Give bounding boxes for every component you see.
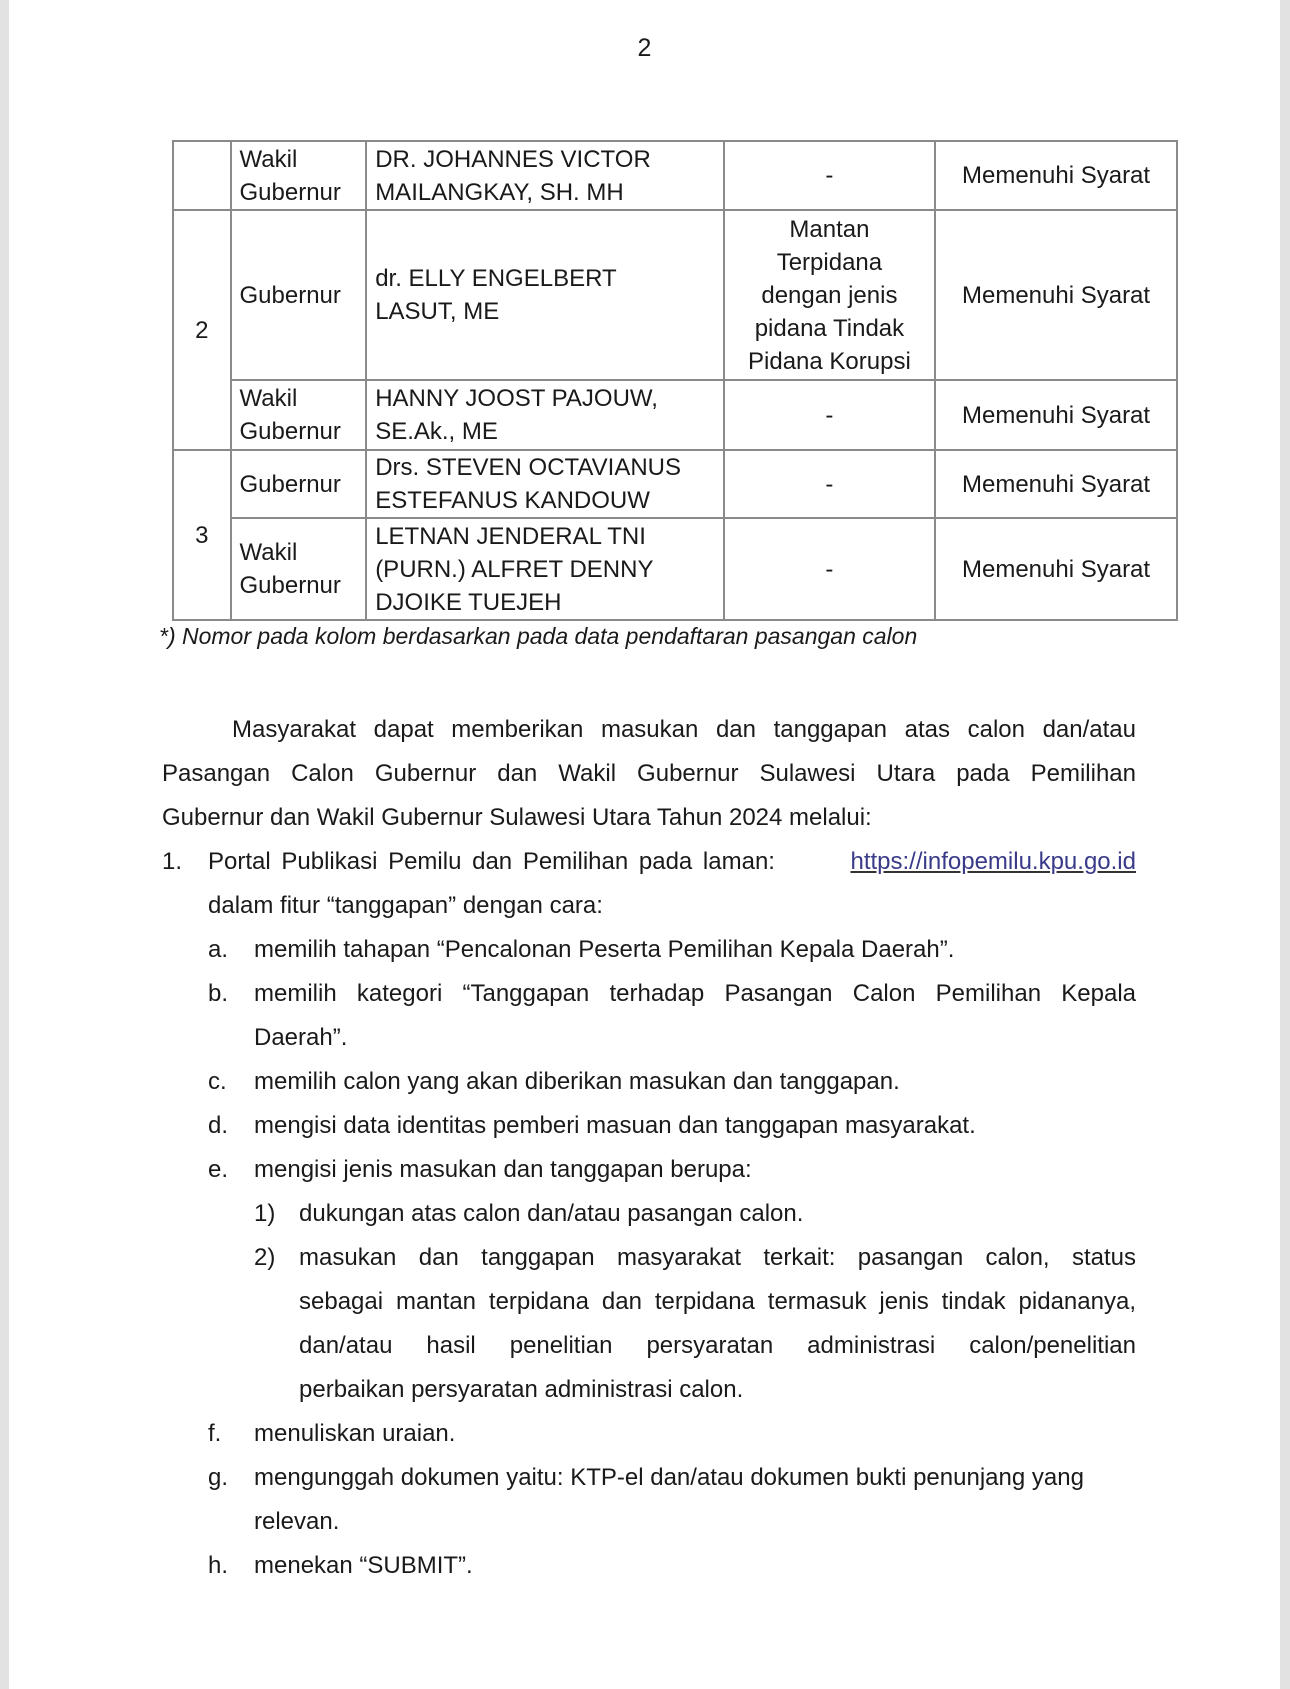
cell-number	[173, 141, 231, 210]
cell-status: Memenuhi Syarat	[935, 380, 1177, 450]
cell-name: HANNY JOOST PAJOUW, SE.Ak., ME	[366, 380, 724, 450]
cell-position: Wakil Gubernur	[231, 518, 367, 620]
cell-number: 2	[173, 210, 231, 450]
cell-position: Gubernur	[231, 210, 367, 380]
step-text: relevan.	[254, 1508, 340, 1535]
substep-text: dan/atau hasil penelitian persyaratan administrasi calon/penelitian	[299, 1332, 1136, 1359]
cell-remark: -	[724, 380, 935, 450]
cell-status: Memenuhi Syarat	[935, 210, 1177, 380]
table-row	[173, 141, 1177, 210]
table-row	[173, 380, 1177, 450]
substep-marker: 1)	[254, 1200, 276, 1227]
portal-label: Portal Publikasi Pemilu dan Pemilihan pada laman:	[208, 848, 775, 875]
step-text: mengisi data identitas pemberi masuan dan tanggapan masyarakat.	[254, 1112, 976, 1139]
table-footnote: *) Nomor pada kolom berdasarkan pada data pendaftaran pasangan calon	[159, 623, 918, 649]
cell-position: Gubernur	[231, 450, 367, 518]
cell-remark: -	[724, 141, 935, 210]
cell-remark: Mantan Terpidana dengan jenis pidana Tindak Pidana Korupsi	[724, 210, 935, 380]
intro-line: Pasangan Calon Gubernur dan Wakil Gubernur Sulawesi Utara pada Pemilihan	[162, 760, 1136, 787]
table-row	[173, 210, 1177, 380]
cell-number: 3	[173, 450, 231, 620]
document-page	[9, 0, 1280, 1689]
step-text: mengisi jenis masukan dan tanggapan berupa:	[254, 1156, 752, 1183]
cell-name: LETNAN JENDERAL TNI (PURN.) ALFRET DENNY DJOIKE TUEJEH	[366, 518, 724, 620]
infopemilu-link[interactable]: https://infopemilu.kpu.go.id	[850, 848, 1136, 875]
cell-status: Memenuhi Syarat	[935, 518, 1177, 620]
list-item-portal	[208, 840, 1136, 884]
intro-line: Gubernur dan Wakil Gubernur Sulawesi Utara Tahun 2024 melalui:	[162, 804, 872, 831]
step-text: memilih kategori “Tanggapan terhadap Pasangan Calon Pemilihan Kepala	[254, 980, 1136, 1007]
step-text: Daerah”.	[254, 1024, 348, 1051]
cell-remark: -	[724, 450, 935, 518]
substep-text: perbaikan persyaratan administrasi calon.	[299, 1376, 744, 1403]
step-text: menekan “SUBMIT”.	[254, 1552, 473, 1579]
step-marker: a.	[208, 936, 229, 963]
step-marker: b.	[208, 980, 229, 1007]
table-row	[173, 518, 1177, 620]
substep-text: sebagai mantan terpidana dan terpidana termasuk jenis tindak pidananya,	[299, 1288, 1136, 1315]
step-marker: g.	[208, 1464, 229, 1491]
step-text: menuliskan uraian.	[254, 1420, 456, 1447]
step-marker: h.	[208, 1552, 229, 1579]
candidate-table	[172, 140, 1178, 621]
cell-position: Wakil Gubernur	[231, 141, 367, 210]
cell-status: Memenuhi Syarat	[935, 450, 1177, 518]
table-row	[173, 450, 1177, 518]
step-marker: c.	[208, 1068, 227, 1095]
substep-text: masukan dan tanggapan masyarakat terkait: pasangan calon, status	[299, 1244, 1136, 1271]
step-text: memilih calon yang akan diberikan masukan dan tanggapan.	[254, 1068, 900, 1095]
intro-line: Masyarakat dapat memberikan masukan dan tanggapan atas calon dan/atau	[232, 716, 1136, 743]
cell-position: Wakil Gubernur	[231, 380, 367, 450]
cell-remark: -	[724, 518, 935, 620]
list-marker: 1.	[162, 848, 183, 875]
step-text: memilih tahapan “Pencalonan Peserta Pemilihan Kepala Daerah”.	[254, 936, 955, 963]
cell-name: dr. ELLY ENGELBERT LASUT, ME	[366, 210, 724, 380]
step-marker: d.	[208, 1112, 229, 1139]
cell-name: DR. JOHANNES VICTOR MAILANGKAY, SH. MH	[366, 141, 724, 210]
list-item-line: dalam fitur “tanggapan” dengan cara:	[208, 892, 603, 919]
substep-marker: 2)	[254, 1244, 276, 1271]
step-marker: f.	[208, 1420, 222, 1447]
page-number: 2	[637, 34, 652, 62]
step-marker: e.	[208, 1156, 229, 1183]
cell-status: Memenuhi Syarat	[935, 141, 1177, 210]
cell-name: Drs. STEVEN OCTAVIANUS ESTEFANUS KANDOUW	[366, 450, 724, 518]
step-text: mengunggah dokumen yaitu: KTP-el dan/atau dokumen bukti penunjang yang	[254, 1464, 1084, 1491]
substep-text: dukungan atas calon dan/atau pasangan calon.	[299, 1200, 804, 1227]
